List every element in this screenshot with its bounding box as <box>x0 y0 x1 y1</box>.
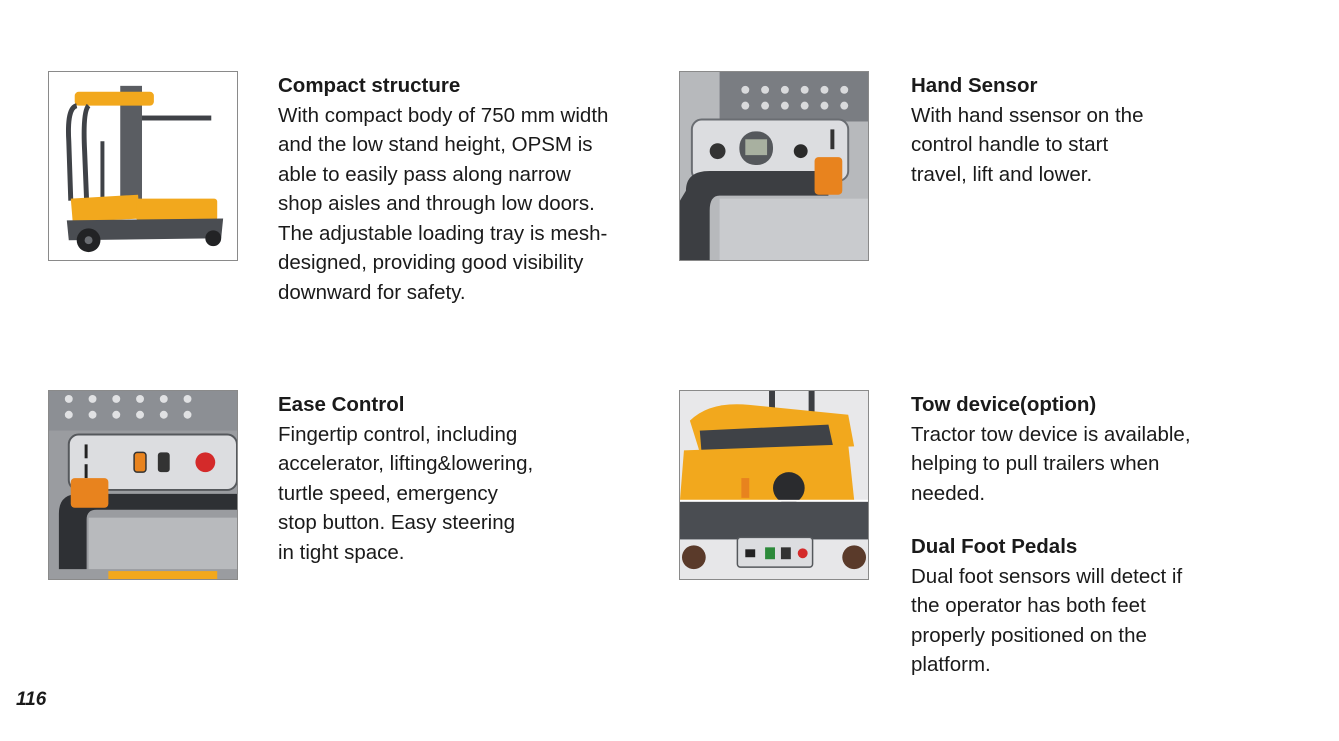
feature-line: The adjustable loading tray is mesh- <box>278 221 608 245</box>
feature-line: travel, lift and lower. <box>911 162 1093 186</box>
feature-line: downward for safety. <box>278 280 466 304</box>
feature-hand-sensor <box>911 71 1143 189</box>
feature-line: Dual foot sensors will detect if <box>911 564 1183 588</box>
feature-line: With hand ssensor on the <box>911 103 1144 127</box>
feature-title: Tow device(option) <box>911 393 1097 416</box>
feature-dual-foot-pedals <box>911 532 1182 680</box>
feature-line: Tractor tow device is available, <box>911 422 1191 446</box>
feature-line: Fingertip control, including <box>278 422 518 446</box>
feature-title: Hand Sensor <box>911 74 1038 97</box>
hand-sensor-photo <box>679 71 869 261</box>
feature-line: turtle speed, emergency <box>278 481 498 505</box>
feature-line: shop aisles and through low doors. <box>278 192 595 215</box>
feature-line: accelerator, lifting&lowering, <box>278 452 534 475</box>
feature-compact-structure <box>278 71 608 307</box>
feature-tow-device <box>911 390 1191 508</box>
feature-line: the operator has both feet <box>911 594 1146 617</box>
feature-line: needed. <box>911 481 986 505</box>
page-number: 116 <box>16 689 47 710</box>
feature-line: With compact body of 750 mm width <box>278 103 609 127</box>
feature-line: and the low stand height, OPSM is <box>278 133 593 156</box>
feature-ease-control <box>278 390 533 567</box>
feature-title: Compact structure <box>278 74 461 97</box>
feature-line: in tight space. <box>278 540 405 564</box>
feature-title: Ease Control <box>278 393 405 416</box>
feature-line: control handle to start <box>911 133 1109 156</box>
feature-title: Dual Foot Pedals <box>911 535 1078 558</box>
order-picker-photo <box>48 71 238 261</box>
feature-line: properly positioned on the <box>911 623 1147 647</box>
tow-device-photo <box>679 390 869 580</box>
feature-line: designed, providing good visibility <box>278 251 584 274</box>
feature-line: able to easily pass along narrow <box>278 162 571 186</box>
feature-line: stop button. Easy steering <box>278 511 516 534</box>
feature-line: helping to pull trailers when <box>911 452 1160 475</box>
feature-line: platform. <box>911 653 991 676</box>
ease-control-photo <box>48 390 238 580</box>
